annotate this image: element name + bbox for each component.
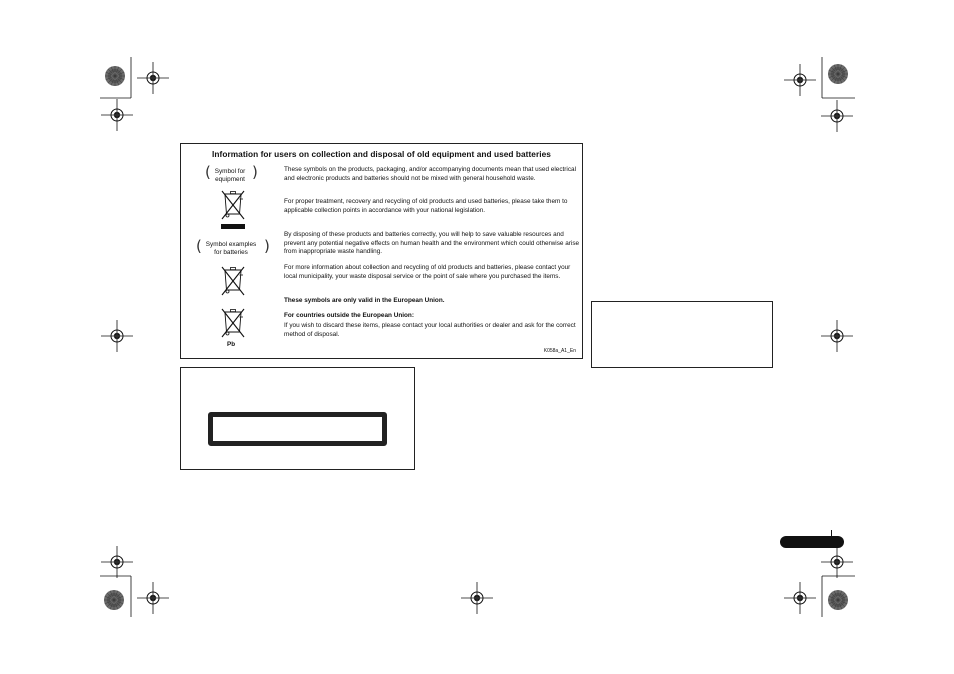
color-target-icon (828, 64, 848, 84)
laser-product-label-frame (208, 412, 387, 446)
registration-mark-icon (137, 582, 169, 614)
left-bracket: ( (196, 237, 202, 255)
color-target-icon (105, 66, 125, 86)
paragraph-symbols-meaning: These symbols on the products, packaging, and/or accompanying documents mean that used electrical and electronic products and batteries should not be mixed with general household waste. (284, 166, 577, 182)
battery-bin-crossed-pb-icon (218, 306, 248, 342)
paragraph-proper-treatment: For proper treatment, recovery and recycling of old products and used batteries, please take them to applicable collection points in accordance with your national legislation. (284, 198, 568, 214)
empty-notice-box (591, 301, 773, 368)
info-title: Information for users on collection and disposal of old equipment and used batteries (212, 149, 551, 159)
battery-bin-crossed-icon (218, 264, 248, 300)
eu-validity-note: These symbols are only valid in the European Union. (284, 297, 445, 304)
registration-mark-icon (821, 546, 853, 578)
registration-mark-icon (101, 546, 133, 578)
wheelie-bin-crossed-icon (218, 189, 248, 231)
registration-mark-icon (101, 320, 133, 352)
solid-bar-icon (221, 224, 245, 229)
right-bracket: ) (264, 237, 270, 255)
reference-code: K058a_A1_En (543, 348, 576, 354)
color-target-icon (104, 590, 124, 610)
registration-mark-icon (821, 320, 853, 352)
outside-eu-heading: For countries outside the European Union: (284, 312, 414, 319)
left-bracket: ( (205, 163, 211, 181)
registration-mark-icon (101, 99, 133, 131)
registration-mark-icon (821, 100, 853, 132)
weee-info-panel (180, 143, 583, 359)
page-number-tab (780, 536, 844, 548)
tab-tick (831, 530, 832, 538)
chemical-symbol-label: Pb (227, 341, 236, 348)
color-target-icon (828, 590, 848, 610)
laser-label-box (180, 367, 415, 470)
registration-mark-icon (784, 64, 816, 96)
registration-mark-icon (137, 62, 169, 94)
registration-mark-icon (461, 582, 493, 614)
symbol-equipment-caption: Symbol for equipment (214, 168, 246, 183)
symbol-batteries-caption: Symbol examples for batteries (205, 241, 257, 256)
registration-mark-icon (784, 582, 816, 614)
paragraph-disposing-correctly: By disposing of these products and batteries correctly, you will help to save valuable resources and prevent any potential negative effects on human health and the environment which could otherwise arise from inappropriate waste handling. (284, 231, 580, 256)
paragraph-more-information: For more information about collection and recycling of old products and batteries, please contact your local municipality, your waste disposal service or the point of sale where you purchased the items. (284, 264, 571, 280)
outside-eu-text: If you wish to discard these items, please contact your local authorities or dealer and ask for the correct method of disposal. (284, 322, 576, 338)
right-bracket: ) (252, 163, 258, 181)
